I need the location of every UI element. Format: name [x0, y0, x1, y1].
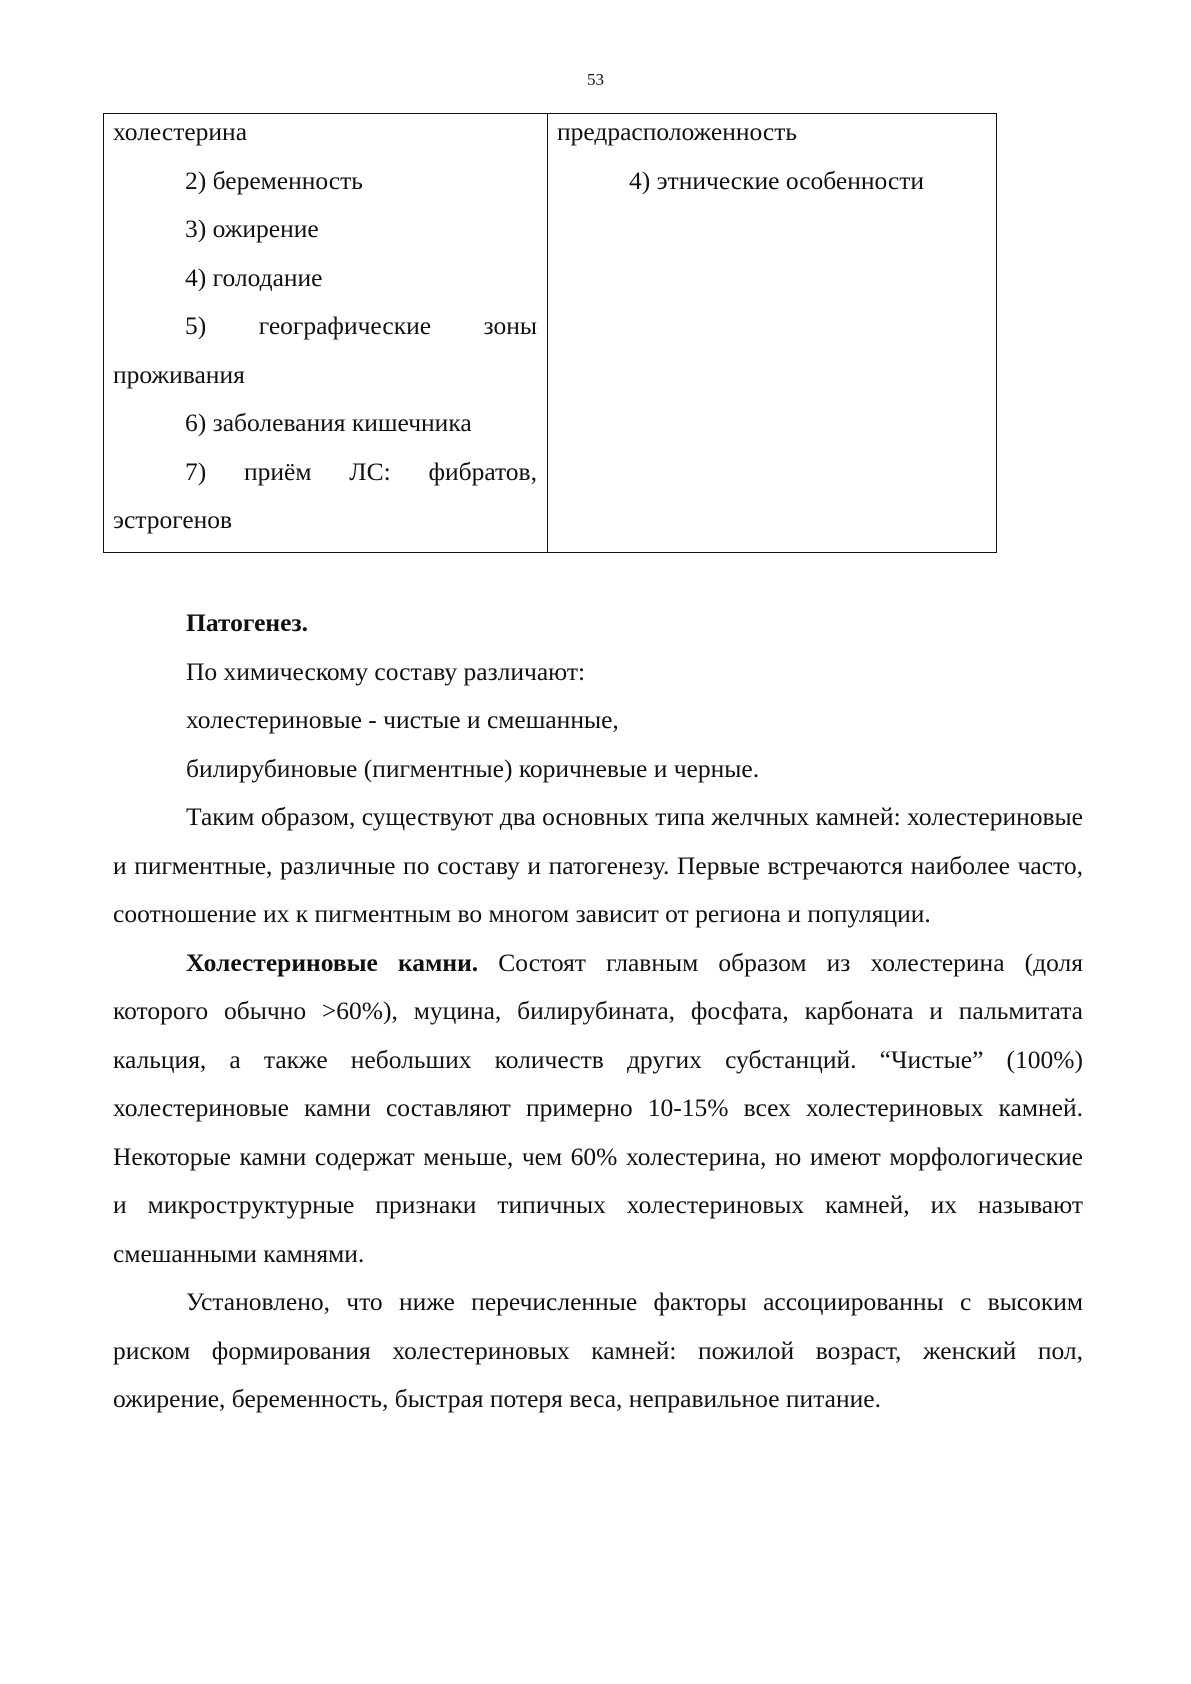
section-heading: Патогенез. [186, 608, 309, 637]
table-line: эстрогенов [113, 505, 233, 534]
table-word: зоны [483, 311, 537, 340]
paragraph-cholesterol-stones [113, 939, 1083, 1279]
table-line: 3) ожирение [185, 214, 319, 243]
table-line: проживания [113, 359, 245, 389]
table-line: 4) голодание [185, 262, 323, 292]
table-word: приём [244, 456, 312, 486]
table-word: географические [258, 311, 432, 340]
table-row [104, 114, 997, 553]
table-word: 7) [185, 456, 207, 486]
table-line: холестерина [113, 117, 248, 146]
cholesterol-stones-title: Холестериновые камни. [186, 947, 479, 977]
cholesterol-stones-text: Состоят главным образом из холестерина (доля которого обычно >60%), муцина, билирубината, фосфата, карбоната и пальмитата кальция, а также небольших количеств других субстанций. “Чистые” (100%) холестериновые камни составляют примерно 10-15% всех холестериновых камней. Некоторые камни содержат меньше, чем 60% холестерина, но имеют морфологические и микроструктурные признаки типичных холестериновых камней, их называют смешанными камнями. [113, 947, 1083, 1268]
paragraph-risk-factors: Установлено, что ниже перечисленные факторы ассоциированны с высоким риском формирования холестериновых камней: пожилой возраст, женский пол, ожирение, беременность, быстрая потеря веса, неправильное питание. [113, 1287, 1083, 1413]
stone-type-bilirubin: билирубиновые (пигментные) коричневые и черные. [186, 753, 760, 783]
table-line: 6) заболевания кишечника [185, 408, 472, 437]
main-text [113, 599, 1083, 1424]
table-word: фибратов, [428, 456, 537, 486]
table-line: предрасположенность [557, 117, 798, 146]
table-line: 2) беременность [185, 165, 363, 195]
table-cell-right [548, 114, 997, 553]
risk-factors-table [103, 113, 997, 553]
table-word: 5) [185, 311, 207, 340]
paragraph-intro: По химическому составу различают: [186, 656, 586, 686]
table-line-justified [113, 302, 537, 351]
table-line: 4) этнические особенности [629, 165, 925, 195]
paragraph-summary: Таким образом, существуют два основных типа желчных камней: холестериновые и пигментные, различные по составу и патогенезу. Первые встречаются наиболее часто, соотношение их к пигментным во многом зависит от региона и популяции. [113, 802, 1083, 928]
page-number: 53 [587, 70, 604, 89]
table-line-justified [113, 448, 537, 497]
stone-type-cholesterol: холестериновые - чистые и смешанные, [186, 705, 619, 734]
table-cell-left [104, 114, 548, 553]
table-word: ЛС: [349, 456, 391, 486]
